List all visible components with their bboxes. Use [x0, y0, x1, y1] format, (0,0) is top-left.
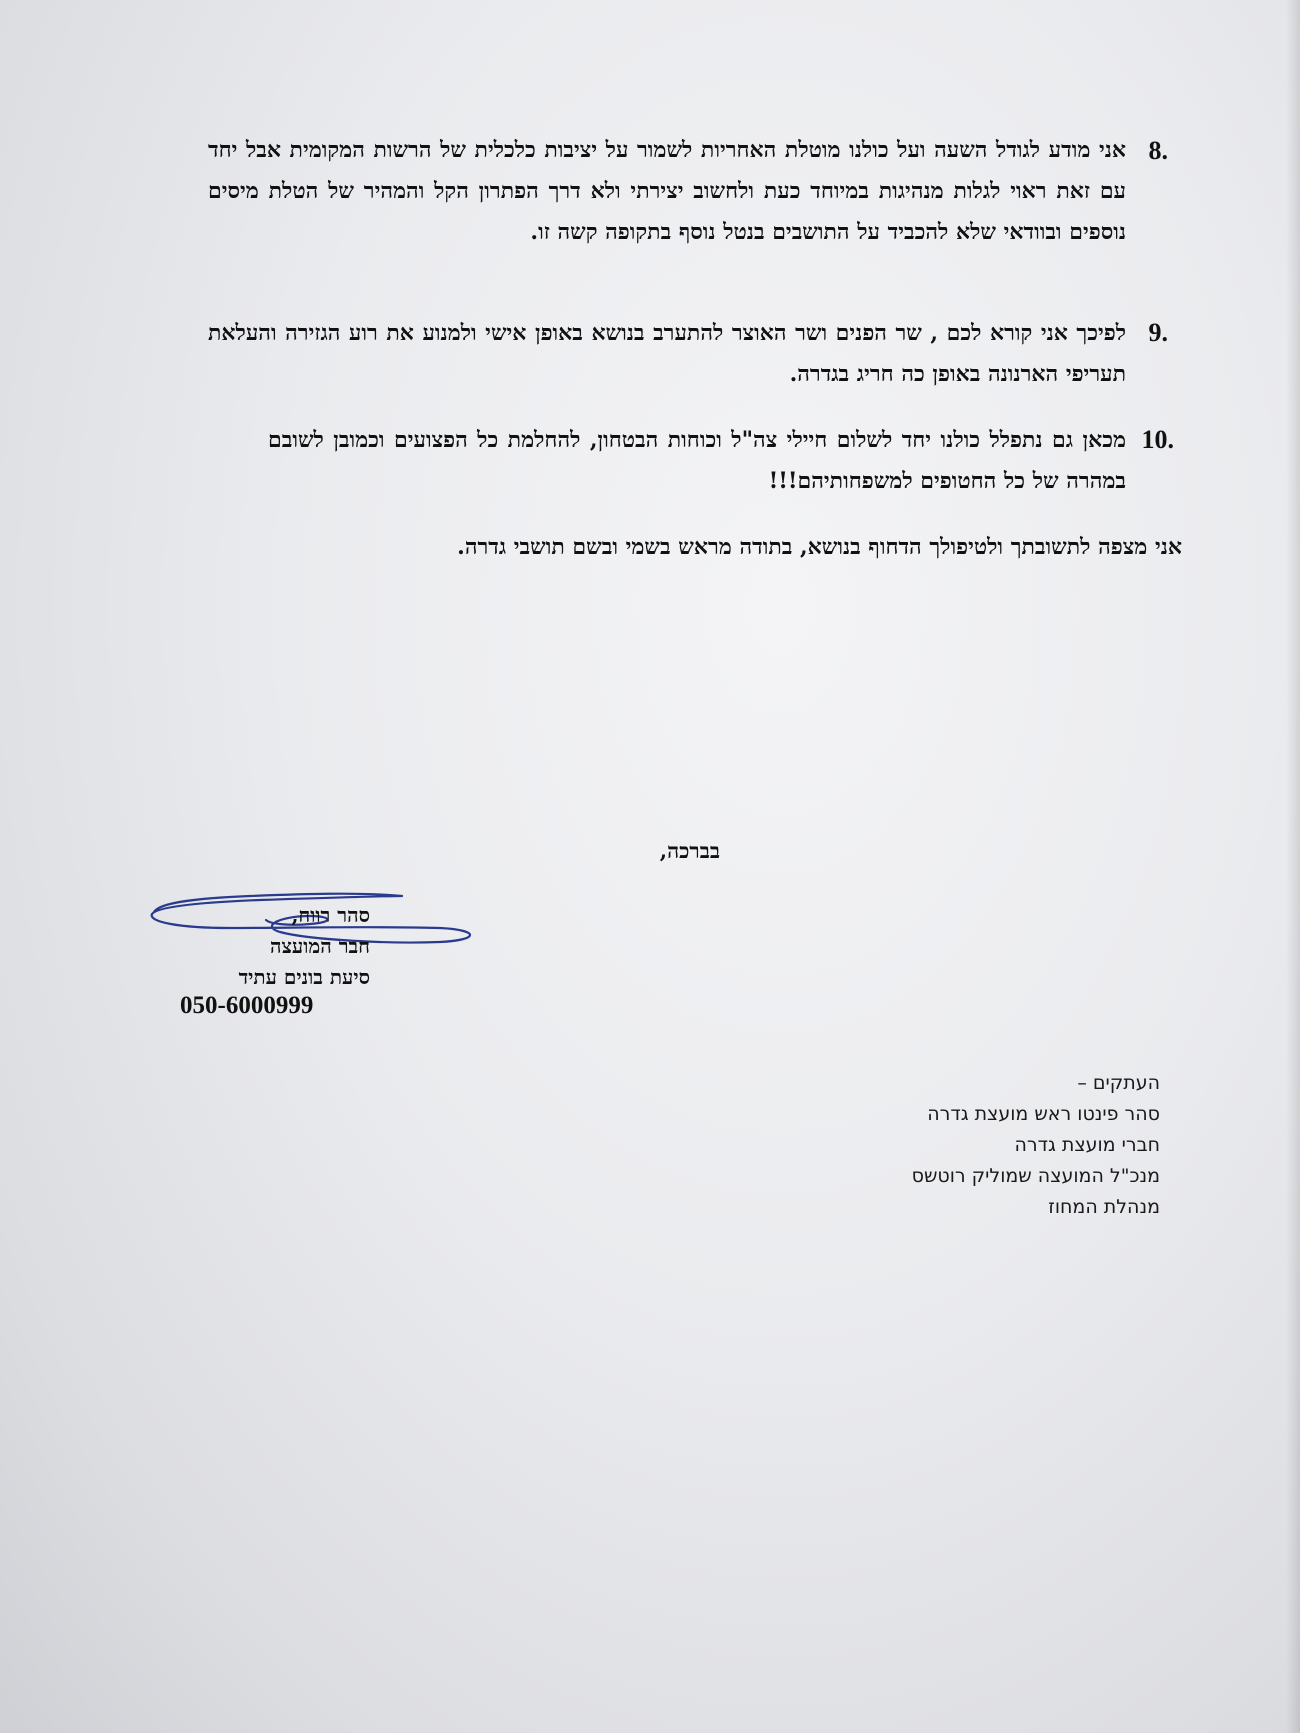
item-number: 9. [1148, 318, 1168, 347]
cc-recipient: מנכ"ל המועצה שמוליק רוטשס [911, 1165, 1160, 1187]
cc-list [760, 1068, 1160, 1223]
signer-role: חבר המועצה [269, 934, 370, 958]
item-text: אני מודע לגודל השעה ועל כולנו מוטלת האחריות לשמור על יציבות כלכלית של הרשות המקומית אבל יחד עם זאת ראוי לגלות מנהיגות במיוחד כעת ולחשוב יצירתי ולא דרך הפתרון הקל והמהיר של הטלת מיסים נוספים ובוודאי שלא להכביד על התושבים בנטל נוסף בתקופה קשה זו. [208, 137, 1126, 245]
item-number: 10. [1141, 425, 1174, 454]
signer-faction: סיעת בונים עתיד [238, 965, 370, 989]
greeting: בברכה, [659, 838, 720, 863]
list-item [208, 420, 1168, 502]
page-edge-shadow [1286, 0, 1300, 1733]
list-item [208, 130, 1168, 253]
cc-recipient: חברי מועצת גדרה [1014, 1134, 1160, 1156]
cc-heading: העתקים – [1077, 1072, 1160, 1094]
closing-paragraph: אני מצפה לתשובתך ולטיפולך הדחוף בנושא, בתודה מראש בשמי ובשם תושבי גדרה. [457, 534, 1182, 560]
signature-block [170, 900, 370, 993]
signer-phone: 050-6000999 [180, 992, 314, 1019]
item-number: 8. [1148, 136, 1168, 165]
cc-recipient: סהר פינטו ראש מועצת גדרה [927, 1103, 1160, 1125]
item-text: מכאן גם נתפלל כולנו יחד לשלום חיילי צה"ל וכוחות הבטחון, להחלמת כל הפצועים וכמובן לשובם במהרה של כל החטופים למשפחותיהם!!! [268, 427, 1126, 494]
cc-recipient: מנהלת המחוז [1048, 1196, 1160, 1218]
item-text: לפיכך אני קורא לכם , שר הפנים ושר האוצר להתערב בנושא באופן אישי ולמנוע את רוע הגזירה והעלאת תעריפי הארנונה באופן כה חריג בגדרה. [208, 320, 1126, 387]
signer-name: סהר רווח, [291, 903, 370, 927]
list-item [208, 313, 1168, 395]
